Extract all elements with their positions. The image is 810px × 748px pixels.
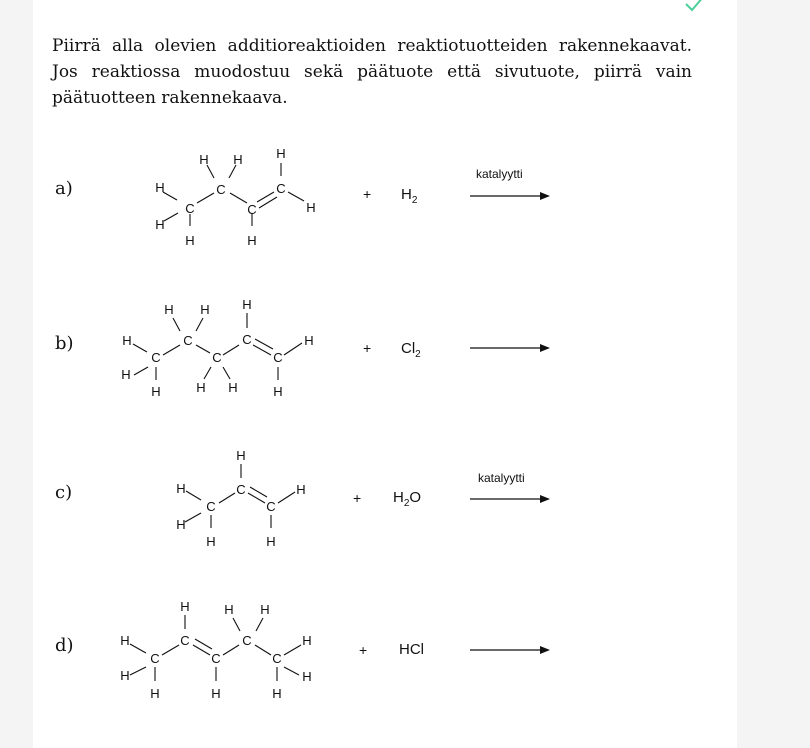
svg-text:H: H bbox=[180, 599, 190, 614]
svg-text:H: H bbox=[196, 380, 206, 395]
reaction-arrow-d bbox=[470, 644, 550, 656]
svg-text:C: C bbox=[247, 202, 257, 217]
plus-sign: + bbox=[363, 340, 372, 356]
svg-text:H: H bbox=[176, 481, 186, 496]
svg-text:H: H bbox=[247, 233, 257, 248]
svg-text:C: C bbox=[242, 633, 252, 648]
svg-text:H: H bbox=[122, 333, 132, 348]
molecule-d bbox=[33, 0, 737, 710]
svg-text:C: C bbox=[180, 633, 190, 648]
svg-text:H: H bbox=[120, 668, 130, 683]
svg-text:H: H bbox=[266, 534, 276, 549]
worksheet bbox=[33, 0, 737, 748]
svg-text:C: C bbox=[272, 651, 282, 666]
svg-text:H: H bbox=[273, 384, 283, 399]
task-c-label: c) bbox=[55, 482, 73, 503]
svg-text:C: C bbox=[150, 651, 160, 666]
svg-text:C: C bbox=[236, 482, 246, 497]
svg-text:H: H bbox=[200, 302, 210, 317]
svg-text:H: H bbox=[233, 152, 243, 167]
reagent-c: $H_2O$ bbox=[393, 489, 422, 509]
plus-sign: + bbox=[353, 490, 362, 506]
svg-text:H: H bbox=[296, 482, 306, 497]
svg-text:H: H bbox=[228, 380, 238, 395]
svg-text:H: H bbox=[120, 633, 130, 648]
svg-text:H: H bbox=[155, 217, 165, 232]
plus-sign: + bbox=[359, 642, 368, 658]
task-d-label: d) bbox=[55, 635, 74, 656]
svg-text:H: H bbox=[151, 384, 161, 399]
svg-text:C: C bbox=[242, 332, 252, 347]
catalyst-label-c: katalyytti bbox=[478, 471, 525, 485]
svg-text:H: H bbox=[302, 633, 312, 648]
instructions-text: Piirrä alla olevien additioreaktioiden reaktiotuotteiden rakennekaavat. Jos reaktiossa muodostuu sekä päätuote että sivutuote, piirrä vain päätuotteen rakennekaava. bbox=[52, 36, 692, 108]
svg-text:H: H bbox=[185, 233, 195, 248]
svg-text:C: C bbox=[185, 201, 195, 216]
svg-text:H: H bbox=[224, 602, 234, 617]
svg-text:H: H bbox=[176, 517, 186, 532]
svg-text:C: C bbox=[183, 333, 193, 348]
svg-text:C: C bbox=[151, 350, 161, 365]
svg-text:C: C bbox=[206, 499, 216, 514]
svg-text:C: C bbox=[266, 499, 276, 514]
task-b-label: b) bbox=[55, 333, 74, 354]
svg-text:C: C bbox=[212, 350, 222, 365]
svg-text:H: H bbox=[260, 602, 270, 617]
reagent-b: $Cl_2$ bbox=[401, 340, 421, 360]
svg-text:C: C bbox=[216, 182, 226, 197]
plus-sign: + bbox=[363, 186, 372, 202]
svg-text:H: H bbox=[206, 534, 216, 549]
svg-text:H: H bbox=[276, 146, 286, 161]
svg-text:H: H bbox=[199, 152, 209, 167]
reagent-d: HCl bbox=[399, 641, 424, 658]
svg-text:H: H bbox=[306, 200, 316, 215]
task-a-label: a) bbox=[55, 178, 73, 199]
svg-text:C: C bbox=[211, 651, 221, 666]
svg-text:H: H bbox=[272, 686, 282, 701]
svg-text:H: H bbox=[164, 302, 174, 317]
svg-text:H: H bbox=[302, 669, 312, 684]
svg-text:H: H bbox=[155, 180, 165, 195]
reagent-a: $H_2$ bbox=[401, 186, 418, 206]
svg-text:H: H bbox=[211, 686, 221, 701]
svg-text:H: H bbox=[242, 297, 252, 312]
svg-text:C: C bbox=[273, 350, 283, 365]
svg-text:H: H bbox=[236, 448, 246, 463]
svg-text:H: H bbox=[121, 367, 131, 382]
catalyst-label-a: katalyytti bbox=[476, 167, 523, 181]
svg-text:H: H bbox=[150, 686, 160, 701]
svg-text:H: H bbox=[304, 333, 314, 348]
svg-text:C: C bbox=[276, 181, 286, 196]
